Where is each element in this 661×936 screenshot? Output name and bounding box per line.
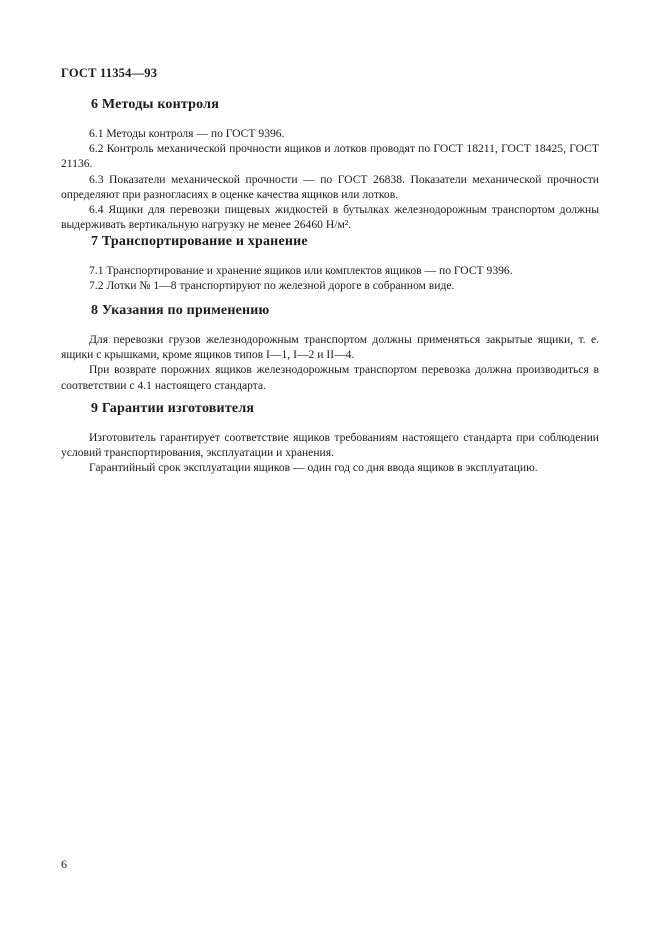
standard-header: ГОСТ 11354—93 [61, 66, 158, 80]
paragraph-9-1: Изготовитель гарантирует соответствие ящиков требованиям настоящего стандарта при соблюдении условий транспортирования, эксплуатации и хранения. [61, 431, 599, 460]
section-9-title: 9 Гарантии изготовителя [91, 401, 255, 416]
section-9-body [61, 430, 599, 476]
paragraph-8-1: Для перевозки грузов железнодорожным транспортом должны применяться закрытые ящики, т. е. ящики с крышками, кроме ящиков типов I—1, I—2 и II—4. [61, 333, 599, 362]
section-7-body [61, 263, 599, 293]
paragraph-6-4: 6.4 Ящики для перевозки пищевых жидкостей в бутылках железнодорожным транспортом должны выдерживать вертикальную нагрузку не менее 26460 Н/м². [61, 203, 599, 232]
paragraph-9-2: Гарантийный срок эксплуатации ящиков — один год со дня ввода ящиков в эксплуатацию. [89, 461, 538, 475]
section-8-body [61, 332, 599, 393]
paragraph-6-1: 6.1 Методы контроля — по ГОСТ 9396. [89, 127, 285, 140]
paragraph-6-2: 6.2 Контроль механической прочности ящиков и лотков проводят по ГОСТ 18211, ГОСТ 18425, ГОСТ 21136. [61, 142, 599, 171]
paragraph-6-3: 6.3 Показатели механической прочности — по ГОСТ 26838. Показатели механической прочности определяют при разногласиях в оценке качества ящиков или лотков. [61, 172, 599, 201]
section-8-title: 8 Указания по применению [91, 303, 270, 318]
section-7-title: 7 Транспортирование и хранение [91, 234, 308, 249]
paragraph-8-2: При возврате порожних ящиков железнодорожным транспортом перевозка должна производиться в соответствии с 4.1 настоящего стандарта. [61, 363, 599, 392]
section-6-title: 6 Методы контроля [91, 97, 219, 112]
paragraph-7-1: 7.1 Транспортирование и хранение ящиков или комплектов ящиков — по ГОСТ 9396. [89, 264, 513, 277]
page-number: 6 [61, 857, 67, 871]
section-6-body [61, 126, 599, 232]
paragraph-7-2: 7.2 Лотки № 1—8 транспортируют по железной дороге в собранном виде. [89, 279, 455, 293]
